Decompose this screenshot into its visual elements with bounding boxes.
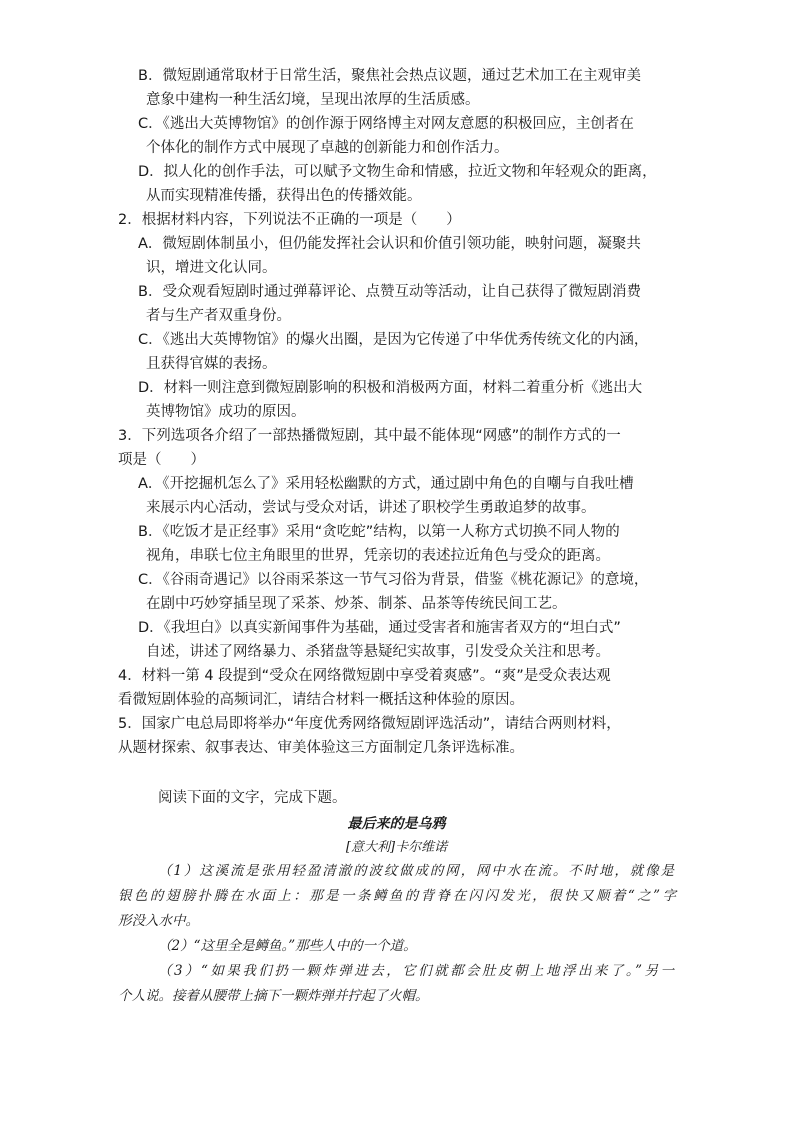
option-line: B．受众观看短剧时通过弹幕评论、点赞互动等活动，让自己获得了微短剧消费 bbox=[138, 284, 641, 300]
option-line: 意象中建构一种生活幻境，呈现出浓厚的生活质感。 bbox=[146, 92, 480, 108]
option-line: 识，增进文化认同。 bbox=[146, 260, 277, 276]
option-line: A．《开挖掘机怎么了》采用轻松幽默的方式，通过剧中角色的自嘲与自我吐槽 bbox=[138, 476, 634, 492]
question-stem: 5．国家广电总局即将举办“年度优秀网络微短剧评选活动”，请结合两则材料， bbox=[118, 716, 621, 732]
option-line: 从而实现精准传播，获得出色的传播效能。 bbox=[146, 188, 422, 204]
question-stem: 3．下列选项各介绍了一部热播微短剧，其中最不能体现“网感”的制作方式的一 bbox=[118, 428, 621, 444]
paragraph-line: 形没入水中。 bbox=[118, 913, 199, 929]
paragraph-line: （2）“这里全是鳟鱼。”那些人中的一个道。 bbox=[158, 938, 417, 954]
option-line: C．《逃出大英博物馆》的创作源于网络博主对网友意愿的积极回应，主创者在 bbox=[138, 116, 634, 132]
option-line: D．拟人化的创作手法，可以赋予文物生命和情感，拉近文物和年轻观众的距离， bbox=[138, 164, 657, 180]
option-line: 视角，串联七位主角眼里的世界，凭亲切的表述拉近角色与受众的距离。 bbox=[146, 548, 610, 564]
option-line: B．《吃饭才是正经事》采用“贪吃蛇”结构，以第一人称方式切换不同人物的 bbox=[138, 524, 620, 540]
question-stem: 2．根据材料内容，下列说法不正确的一项是（ ） bbox=[118, 212, 461, 228]
option-line: 自述，讲述了网络暴力、杀猪盘等悬疑纪实故事，引发受众关注和思考。 bbox=[146, 644, 610, 660]
option-line: 个体化的制作方式中展现了卓越的创新能力和创作活力。 bbox=[146, 140, 509, 156]
option-line: 英博物馆》成功的原因。 bbox=[146, 404, 306, 420]
reading-instruction: 阅读下面的文字，完成下题。 bbox=[158, 790, 347, 806]
option-line: B．微短剧通常取材于日常生活，聚焦社会热点议题，通过艺术加工在主观审美 bbox=[138, 68, 641, 84]
option-line: 且获得官媒的表扬。 bbox=[146, 356, 277, 372]
option-line: 在剧中巧妙穿插呈现了采茶、炒茶、制茶、品茶等传统民间工艺。 bbox=[146, 596, 567, 612]
question-stem: 看微短剧体验的高频词汇，请结合材料一概括这种体验的原因。 bbox=[118, 692, 524, 708]
option-line: A．微短剧体制虽小，但仍能发挥社会认识和价值引领功能，映射问题，凝聚共 bbox=[138, 236, 641, 252]
question-stem: 项是（ ） bbox=[118, 452, 205, 468]
paragraph-line: （3）“如果我们扔一颗炸弹进去，它们就都会肚皮朝上地浮出来了。”另一 bbox=[158, 963, 674, 979]
option-line: 者与生产者双重身份。 bbox=[146, 308, 291, 324]
story-author: [意大利]卡尔维诺 bbox=[345, 840, 448, 855]
question-stem: 4．材料一第 4 段提到“受众在网络微短剧中享受着爽感”。“爽”是受众表达观 bbox=[118, 668, 611, 684]
story-title: 最后来的是乌鸦 bbox=[347, 816, 446, 832]
option-line: D．材料一则注意到微短剧影响的积极和消极两方面，材料二着重分析《逃出大 bbox=[138, 380, 643, 396]
option-line: 来展示内心活动，尝试与受众对话，讲述了职校学生勇敢追梦的故事。 bbox=[146, 500, 596, 516]
question-stem: 从题材探索、叙事表达、审美体验这三方面制定几条评选标准。 bbox=[118, 740, 524, 756]
paragraph-line: （1）这溪流是张用轻盈清澈的波纹做成的网，网中水在流。不时地，就像是 bbox=[158, 863, 674, 879]
paragraph-line: 个人说。接着从腰带上摘下一颗炸弹并拧起了火帽。 bbox=[118, 988, 429, 1004]
paragraph-line: 银色的翅膀扑腾在水面上：那是一条鳟鱼的背脊在闪闪发光，很快又顺着“之”字 bbox=[118, 888, 676, 904]
option-line: C．《逃出大英博物馆》的爆火出圈，是因为它传递了中华优秀传统文化的内涵， bbox=[138, 332, 649, 348]
option-line: D．《我坦白》以真实新闻事件为基础，通过受害者和施害者双方的“坦白式” bbox=[138, 620, 621, 636]
option-line: C．《谷雨奇遇记》以谷雨采茶这一节气习俗为背景，借鉴《桃花源记》的意境， bbox=[138, 572, 649, 588]
